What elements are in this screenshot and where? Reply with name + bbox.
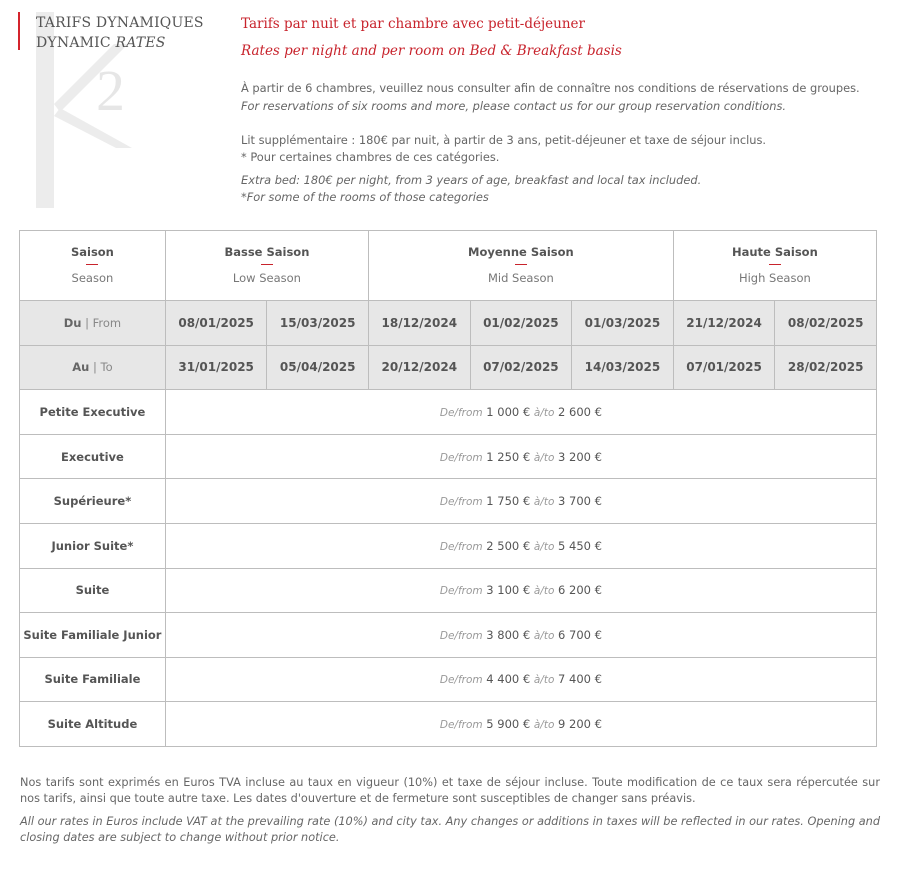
price-min: 1 250 € xyxy=(486,449,531,464)
season-label-fr: Saison xyxy=(70,245,114,260)
price-from-label: De/from xyxy=(439,719,483,732)
to-label-sep: | xyxy=(92,360,97,375)
rates-table xyxy=(19,230,877,747)
price-min: 3 800 € xyxy=(486,627,531,642)
group-note-fr: À partir de 6 chambres, veuillez nous consulter afin de connaître nos conditions de réservations de groupes. xyxy=(241,81,860,95)
group-note xyxy=(241,79,891,115)
price-min: 5 900 € xyxy=(486,717,531,732)
room-name: Suite Familiale Junior xyxy=(20,613,166,658)
date-cell: 14/03/2025 xyxy=(572,345,674,390)
date-cell: 31/01/2025 xyxy=(165,345,267,390)
price-from-label: De/from xyxy=(439,451,483,464)
price-to-label: à/to xyxy=(533,406,555,419)
price-range xyxy=(165,613,876,658)
room-row xyxy=(20,702,877,747)
date-cell: 08/02/2025 xyxy=(775,300,877,345)
room-name: Junior Suite* xyxy=(20,523,166,568)
price-to-label: à/to xyxy=(533,585,555,598)
from-label-sep: | xyxy=(85,315,89,330)
price-from-label: De/from xyxy=(439,406,483,419)
price-range xyxy=(165,523,876,568)
price-min: 3 100 € xyxy=(486,583,531,598)
room-row xyxy=(20,523,877,568)
room-name: Suite Altitude xyxy=(20,702,166,747)
season-name-en: High Season xyxy=(738,271,811,286)
date-cell: 01/03/2025 xyxy=(572,300,674,345)
price-min: 1 750 € xyxy=(486,494,531,509)
date-cell: 20/12/2024 xyxy=(369,345,471,390)
price-range xyxy=(165,390,876,435)
room-row xyxy=(20,479,877,524)
tagline-fr: Tarifs par nuit et par chambre avec petit-déjeuner xyxy=(241,16,585,32)
price-max: 6 700 € xyxy=(558,627,602,642)
extrabed-note-en xyxy=(241,172,891,205)
tagline xyxy=(241,11,622,65)
footer-fr xyxy=(20,775,880,806)
season-mid-header xyxy=(369,231,674,301)
title-en xyxy=(36,33,204,53)
price-to-label: à/to xyxy=(533,540,555,553)
room-name: Petite Executive xyxy=(20,390,166,435)
room-name: Supérieure* xyxy=(20,479,166,524)
date-cell: 28/02/2025 xyxy=(775,345,877,390)
price-range xyxy=(165,702,876,747)
page-title xyxy=(36,13,204,53)
room-row xyxy=(20,657,877,702)
from-label-cell xyxy=(20,300,166,345)
footer-en-text: All our rates in Euros include VAT at the prevailing rate (10%) and city tax. Any changes or additions in taxes will be reflected in our rates. Opening and closing dates are subject to change without prior notice. xyxy=(20,815,880,844)
date-cell: 21/12/2024 xyxy=(673,300,775,345)
season-high-header xyxy=(673,231,876,301)
price-to-label: à/to xyxy=(533,719,555,732)
tagline-en: Rates per night and per room on Bed & Breakfast basis xyxy=(241,43,622,59)
accent-dash xyxy=(515,264,527,265)
date-cell: 08/01/2025 xyxy=(165,300,267,345)
title-fr: TARIFS DYNAMIQUES xyxy=(36,15,204,31)
date-cell: 01/02/2025 xyxy=(470,300,572,345)
accent-dash xyxy=(769,264,781,265)
price-min: 1 000 € xyxy=(486,404,531,419)
from-label-en: From xyxy=(92,315,122,330)
room-row xyxy=(20,613,877,658)
to-label-fr: Au xyxy=(72,360,90,375)
accent-dash xyxy=(86,264,98,265)
from-dates-row xyxy=(20,300,877,345)
price-to-label: à/to xyxy=(533,674,555,687)
price-range xyxy=(165,434,876,479)
date-cell: 07/01/2025 xyxy=(673,345,775,390)
price-from-label: De/from xyxy=(439,496,483,509)
extrabed-fr-footnote: * Pour certaines chambres de ces catégories. xyxy=(241,149,500,164)
to-dates-row xyxy=(20,345,877,390)
price-max: 7 400 € xyxy=(558,672,602,687)
season-low-header xyxy=(165,231,368,301)
season-name-fr: Moyenne Saison xyxy=(468,245,574,260)
date-cell: 07/02/2025 xyxy=(470,345,572,390)
price-to-label: à/to xyxy=(533,629,555,642)
price-min: 2 500 € xyxy=(486,538,531,553)
season-header-row xyxy=(20,231,877,301)
title-en-prefix: DYNAMIC xyxy=(36,35,111,51)
price-from-label: De/from xyxy=(439,585,483,598)
season-header-cell xyxy=(20,231,166,301)
price-max: 3 700 € xyxy=(558,494,602,509)
price-max: 3 200 € xyxy=(558,449,602,464)
season-name-en: Mid Season xyxy=(487,271,554,286)
from-label-fr: Du xyxy=(63,315,82,330)
season-name-en: Low Season xyxy=(232,271,301,286)
price-to-label: à/to xyxy=(533,496,555,509)
price-max: 2 600 € xyxy=(558,404,602,419)
extrabed-en: Extra bed: 180€ per night, from 3 years of age, breakfast and local tax included. xyxy=(241,173,702,187)
price-from-label: De/from xyxy=(439,629,483,642)
extrabed-en-footnote: *For some of the rooms of those categories xyxy=(241,189,489,204)
price-max: 5 450 € xyxy=(558,538,602,553)
room-row xyxy=(20,568,877,613)
price-range xyxy=(165,479,876,524)
price-range xyxy=(165,657,876,702)
price-from-label: De/from xyxy=(439,674,483,687)
group-note-en: For reservations of six rooms and more, please contact us for our group reservation conditions. xyxy=(241,99,787,113)
season-name-fr: Basse Saison xyxy=(224,245,310,260)
season-label-en: Season xyxy=(71,271,114,286)
price-to-label: à/to xyxy=(533,451,555,464)
price-max: 6 200 € xyxy=(558,583,602,598)
title-en-italic: RATES xyxy=(115,35,166,51)
price-range xyxy=(165,568,876,613)
extrabed-note-fr xyxy=(241,132,891,165)
price-min: 4 400 € xyxy=(486,672,531,687)
to-label-en: To xyxy=(100,360,113,375)
to-label-cell xyxy=(20,345,166,390)
price-from-label: De/from xyxy=(439,540,483,553)
date-cell: 18/12/2024 xyxy=(369,300,471,345)
season-name-fr: Haute Saison xyxy=(731,245,818,260)
date-cell: 15/03/2025 xyxy=(267,300,369,345)
room-row xyxy=(20,390,877,435)
price-max: 9 200 € xyxy=(558,717,602,732)
room-name: Suite Familiale xyxy=(20,657,166,702)
svg-text:2: 2 xyxy=(96,58,125,123)
date-cell: 05/04/2025 xyxy=(267,345,369,390)
extrabed-fr: Lit supplémentaire : 180€ par nuit, à partir de 3 ans, petit-déjeuner et taxe de séjour inclus. xyxy=(241,133,767,147)
footer-fr-text: Nos tarifs sont exprimés en Euros TVA incluse au taux en vigueur (10%) et taxe de séjour incluse. Toute modification de ce taux sera répercutée sur nos tarifs, ainsi que toute autre taxe. Les dates d'ouverture et de fermeture sont susceptibles de changer sans préavis. xyxy=(20,776,880,805)
room-name: Executive xyxy=(20,434,166,479)
accent-dash xyxy=(261,264,273,265)
room-name: Suite xyxy=(20,568,166,613)
footer-en xyxy=(20,814,880,845)
room-row xyxy=(20,434,877,479)
